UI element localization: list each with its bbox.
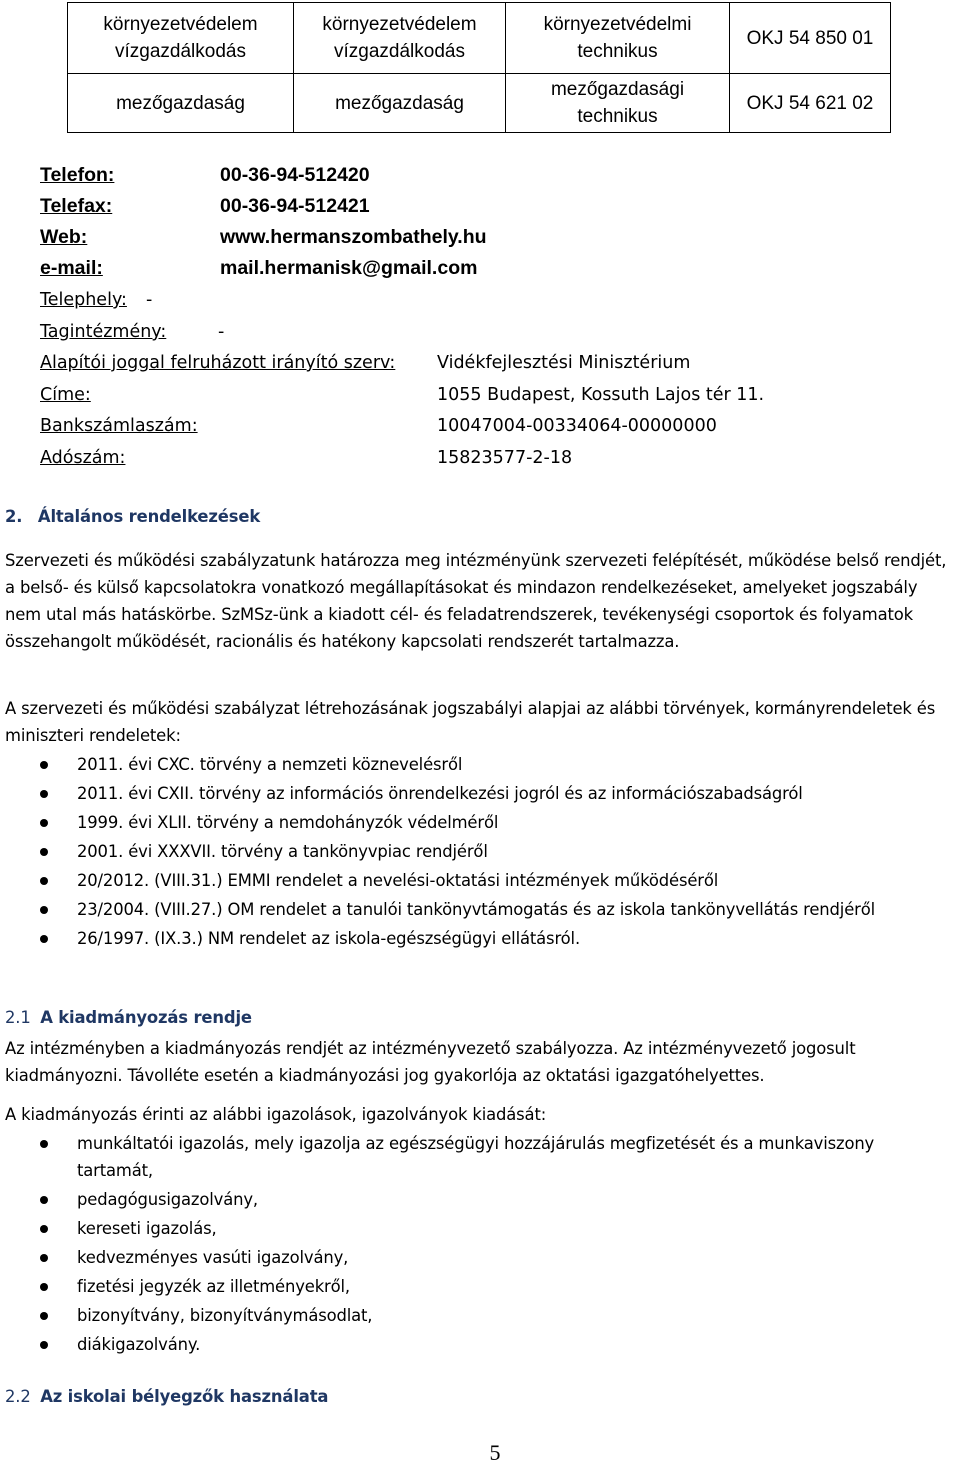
list-item: bizonyítvány, bizonyítványmásodlat, — [0, 1302, 950, 1329]
table-cell: OKJ 54 850 01 — [730, 3, 891, 74]
member-value: - — [218, 322, 225, 342]
page-number: 5 — [489, 1440, 501, 1465]
subsection-title: A kiadmányozás rendje — [40, 1008, 252, 1027]
paragraph: Szervezeti és működési szabályzatunk határozza meg intézményünk szervezeti felépítését, működése belső rendjét, a belső- és külső kapcsolatokra vonatkozó megállapításokat és mindazon rendelkezéseket, amelyeket jogszabály nem utal más hatáskörbe. SzMSz-ünk a kiadott cél- és feladatrendszerek, tevékenységi csoportok és folyamatok összehangolt működését, racionális és hatékony kapcsolati rendszerét tartalmazza. — [5, 551, 947, 651]
section-title: Általános rendelkezések — [37, 507, 261, 526]
bullet-icon — [40, 1140, 48, 1148]
founder-value: Vidékfejlesztési Minisztérium — [437, 353, 691, 373]
list-item: 26/1997. (IX.3.) NM rendelet az iskola-egészségügyi ellátásról. — [0, 925, 950, 952]
table-row — [68, 3, 891, 74]
list-item: 1999. évi XLII. törvény a nemdohányzók védelméről — [0, 809, 950, 836]
bullet-icon — [40, 1341, 48, 1349]
table-cell: mezőgazdaság — [68, 74, 294, 133]
bank-label: Bankszámlaszám: — [40, 416, 198, 436]
phone-label: Telefon: — [40, 164, 115, 186]
section-number: 2. — [5, 507, 23, 526]
fax-value: 00-36-94-512421 — [220, 195, 370, 217]
table-row — [68, 74, 891, 133]
table-cell: mezőgazdaság — [294, 74, 506, 133]
list-item: kedvezményes vasúti igazolvány, — [0, 1244, 950, 1271]
email-link[interactable]: mail.hermanisk@gmail.com — [220, 257, 478, 279]
list-item: 2011. évi CXII. törvény az információs önrendelkezési jogról és az információszabadságról — [0, 780, 950, 807]
list-item: kereseti igazolás, — [0, 1215, 950, 1242]
section-heading — [5, 503, 950, 530]
table-cell: mezőgazdasági technikus — [506, 74, 730, 133]
bullet-icon — [40, 819, 48, 827]
list-item: diákigazolvány. — [0, 1331, 950, 1358]
table-cell: környezetvédelem vízgazdálkodás — [294, 3, 506, 74]
phone-value: 00-36-94-512420 — [220, 164, 370, 186]
web-label: Web: — [40, 226, 88, 248]
courses-table — [67, 2, 891, 133]
bank-value: 10047004-00334064-00000000 — [437, 416, 717, 436]
bullet-icon — [40, 848, 48, 856]
list-item: 2001. évi XXXVII. törvény a tankönyvpiac rendjéről — [0, 838, 950, 865]
law-list — [0, 751, 950, 952]
paragraph: A szervezeti és működési szabályzat létrehozásának jogszabályi alapjai az alábbi törvények, kormányrendeletek és miniszteri rendeletek: — [5, 699, 936, 745]
site-value: - — [146, 290, 153, 310]
subsection-heading — [5, 1004, 950, 1031]
subsection-title: Az iskolai bélyegzők használata — [40, 1387, 329, 1406]
list-item: fizetési jegyzék az illetményekről, — [0, 1273, 950, 1300]
bullet-icon — [40, 761, 48, 769]
address-value: 1055 Budapest, Kossuth Lajos tér 11. — [437, 385, 765, 405]
table-cell: környezetvédelmi technikus — [506, 3, 730, 74]
site-label: Telephely: — [40, 290, 127, 310]
list-item: 23/2004. (VIII.27.) OM rendelet a tanulói tankönyvtámogatás és az iskola tankönyvellátás rendjéről — [0, 896, 950, 923]
bullet-icon — [40, 1196, 48, 1204]
list-item: 20/2012. (VIII.31.) EMMI rendelet a nevelési-oktatási intézmények működéséről — [0, 867, 950, 894]
subsection-number: 2.1 — [5, 1008, 31, 1027]
tax-label: Adószám: — [40, 448, 126, 468]
bullet-icon — [40, 1283, 48, 1291]
web-link[interactable]: www.hermanszombathely.hu — [220, 226, 487, 248]
list-item: munkáltatói igazolás, mely igazolja az egészségügyi hozzájárulás megfizetését és a munkaviszony tartamát, — [0, 1130, 950, 1184]
paragraph: A kiadmányozás érinti az alábbi igazolások, igazolványok kiadását: — [5, 1105, 547, 1124]
list-item: 2011. évi CXC. törvény a nemzeti köznevelésről — [0, 751, 950, 778]
certificate-list — [0, 1130, 950, 1358]
bullet-icon — [40, 877, 48, 885]
address-label: Címe: — [40, 385, 91, 405]
bullet-icon — [40, 1225, 48, 1233]
fax-label: Telefax: — [40, 195, 113, 217]
bullet-icon — [40, 1254, 48, 1262]
paragraph: Az intézményben a kiadmányozás rendjét az intézményvezető szabályozza. Az intézményvezető jogosult kiadmányozni. Távolléte esetén a kiadmányozási jog gyakorlója az oktatási igazgatóhelyettes. — [5, 1039, 856, 1085]
list-item: pedagógusigazolvány, — [0, 1186, 950, 1213]
founder-label: Alapítói joggal felruházott irányító szerv: — [40, 353, 396, 373]
table-cell: környezetvédelem vízgazdálkodás — [68, 3, 294, 74]
table-cell: OKJ 54 621 02 — [730, 74, 891, 133]
bullet-icon — [40, 1312, 48, 1320]
tax-value: 15823577-2-18 — [437, 448, 573, 468]
subsection-number: 2.2 — [5, 1387, 31, 1406]
subsection-heading — [5, 1383, 950, 1410]
bullet-icon — [40, 935, 48, 943]
email-label: e-mail: — [40, 257, 103, 279]
member-label: Tagintézmény: — [40, 322, 167, 342]
bullet-icon — [40, 906, 48, 914]
bullet-icon — [40, 790, 48, 798]
